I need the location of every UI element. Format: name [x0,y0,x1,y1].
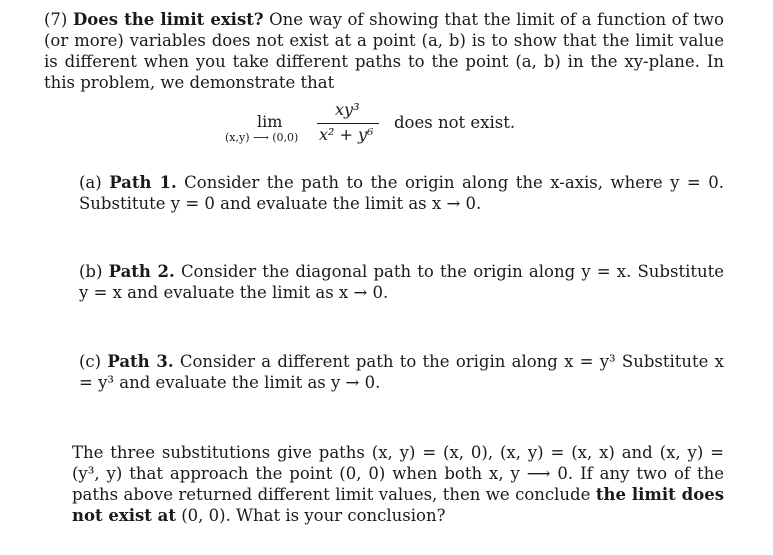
part-b [79,261,724,303]
part-b-label: (b) [79,262,103,281]
part-b-text: Consider the diagonal path to the origin along y = x. Substitute y = x and evaluate the limit as x → 0. [79,262,725,302]
part-a-text: Consider the path to the origin along the x-axis, where y = 0. Substitute y = 0 and evaluate the limit as x → 0. [79,173,724,213]
limit-operator: lim [257,112,283,131]
problem-intro-text: One way of showing that the limit of a function of two (or more) variables does not exist at a point (a, b) is to show that the limit value is different when you take different paths to the point (a, b) in the xy-plane. In this problem, we demonstrate that [44,10,724,92]
limit-subscript: (x,y) ⟶ (0,0) [225,131,299,144]
part-c-title: Path 3. [107,352,174,371]
conclusion-text-after: (0, 0). What is your conclusion? [181,506,446,525]
fraction-denominator: x² + y⁶ [319,125,374,144]
conclusion [72,442,724,526]
part-c [79,351,724,393]
problem-label: (7) [44,10,68,29]
limit-formula [225,100,525,150]
part-c-label: (c) [79,352,102,371]
part-c-text: Consider a different path to the origin along x = y³ Substitute x = y³ and evaluate the limit as y → 0. [79,352,724,392]
does-not-exist-text: does not exist. [394,113,516,132]
conclusion-text-before: The three substitutions give paths (x, y) = (x, 0), (x, y) = (x, x) and (x, y) = (y³, y) that approach the point (0, 0) when both x, y ⟶ 0. If any two of the paths above returned different limit values, then we conclude [72,443,724,504]
fraction-bar [317,123,379,124]
part-a-title: Path 1. [109,173,177,192]
part-a-label: (a) [79,173,102,192]
problem-intro [44,9,724,93]
problem-heading: Does the limit exist? [72,10,264,29]
conclusion-bold: the limit does not exist at [72,485,725,525]
part-b-title: Path 2. [108,262,175,281]
fraction-numerator: xy³ [335,100,360,119]
part-a [79,172,724,214]
